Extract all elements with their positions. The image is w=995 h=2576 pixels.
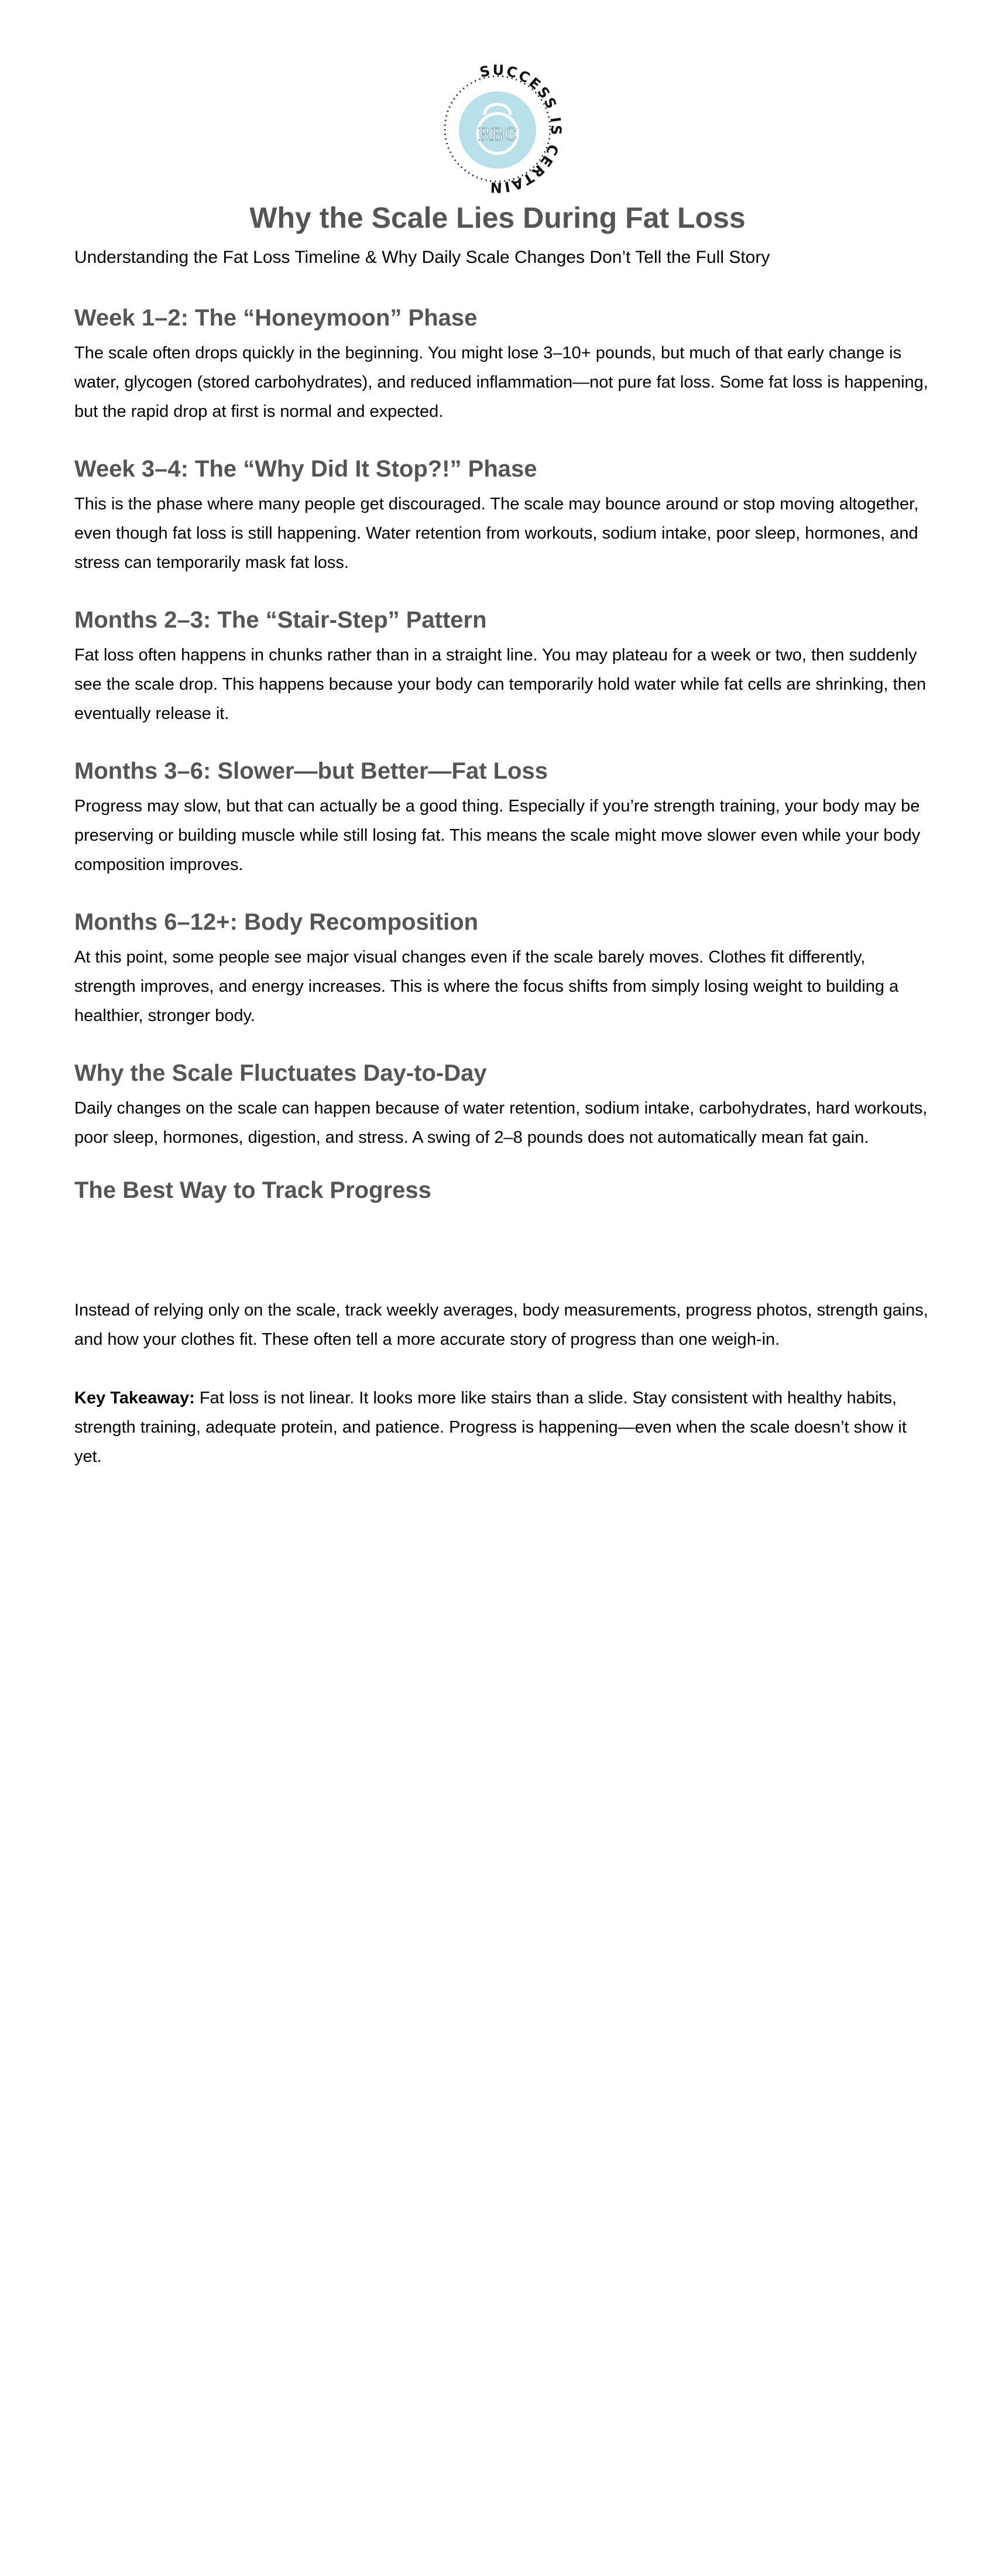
section-week-1-2 [74,303,929,426]
section-months-3-6 [74,756,929,879]
section-heading: Months 6–12+: Body Recomposition [74,909,479,935]
key-takeaway [74,1383,929,1471]
section-tracking [74,1176,929,1471]
logo-ring-text: SUCCESS IS CERTAIN [478,61,565,196]
section-heading: Months 2–3: The “Stair-Step” Pattern [74,607,487,633]
logo [427,59,568,199]
section-heading: The Best Way to Track Progress [74,1177,431,1203]
section-body: Progress may slow, but that can actually be a good thing. Especially if you’re strength training, your body may be preserving or building muscle while still losing fat. This means the scale might move slower even while your body composition improves. [74,797,921,874]
section-body: Fat loss often happens in chunks rather than in a straight line. You may plateau for a week or two, then suddenly see the scale drop. This happens because your body can temporarily hold water while fat cells are shrinking, then eventually release it. [74,646,927,723]
logo-monogram: RBC [477,125,518,145]
section-heading: Week 1–2: The “Honeymoon” Phase [74,305,478,331]
section-heading: Why the Scale Fluctuates Day-to-Day [74,1060,487,1086]
section-body: At this point, some people see major visual changes even if the scale barely moves. Clothes fit differently, strength improves, and energy increases. This is where the focus shifts from simply losing weight to building a healthier, stronger body. [74,948,899,1025]
article-body [74,303,929,1499]
key-takeaway-text: Fat loss is not linear. It looks more like stairs than a slide. Stay consistent with healthy habits, strength training, adequate protein, and patience. Progress is happening—even when the scale doesn’t show it yet. [74,1389,907,1466]
page-subtitle: Understanding the Fat Loss Timeline & Why Daily Scale Changes Don’t Tell the Full Story [74,248,770,267]
blank-space [74,1205,929,1296]
section-week-3-4 [74,454,929,577]
page-title: Why the Scale Lies During Fat Loss [249,201,746,234]
section-body: Daily changes on the scale can happen because of water retention, sodium intake, carbohydrates, hard workouts, poor sleep, hormones, digestion, and stress. A swing of 2–8 pounds does not automatically mean fat gain. [74,1099,928,1147]
section-heading: Months 3–6: Slower—but Better—Fat Loss [74,758,548,784]
section-body: The scale often drops quickly in the beginning. You might lose 3–10+ pounds, but much of that early change is water, glycogen (stored carbohydrates), and reduced inflammation—not pure fat loss. Some fat loss is happening, but the rapid drop at first is normal and expected. [74,344,928,421]
section-body: Instead of relying only on the scale, track weekly averages, body measurements, progress photos, strength gains, and how your clothes fit. These often tell a more accurate story of progress than one weigh-in. [74,1301,928,1349]
section-day-to-day [74,1059,929,1152]
section-months-6-12 [74,907,929,1030]
section-heading: Week 3–4: The “Why Did It Stop?!” Phase [74,456,537,482]
key-takeaway-label: Key Takeaway: [74,1389,195,1407]
section-body: This is the phase where many people get discouraged. The scale may bounce around or stop moving altogether, even though fat loss is still happening. Water retention from workouts, sodium intake, poor sleep, hormones, and stress can temporarily mask fat loss. [74,495,919,572]
section-months-2-3 [74,605,929,728]
